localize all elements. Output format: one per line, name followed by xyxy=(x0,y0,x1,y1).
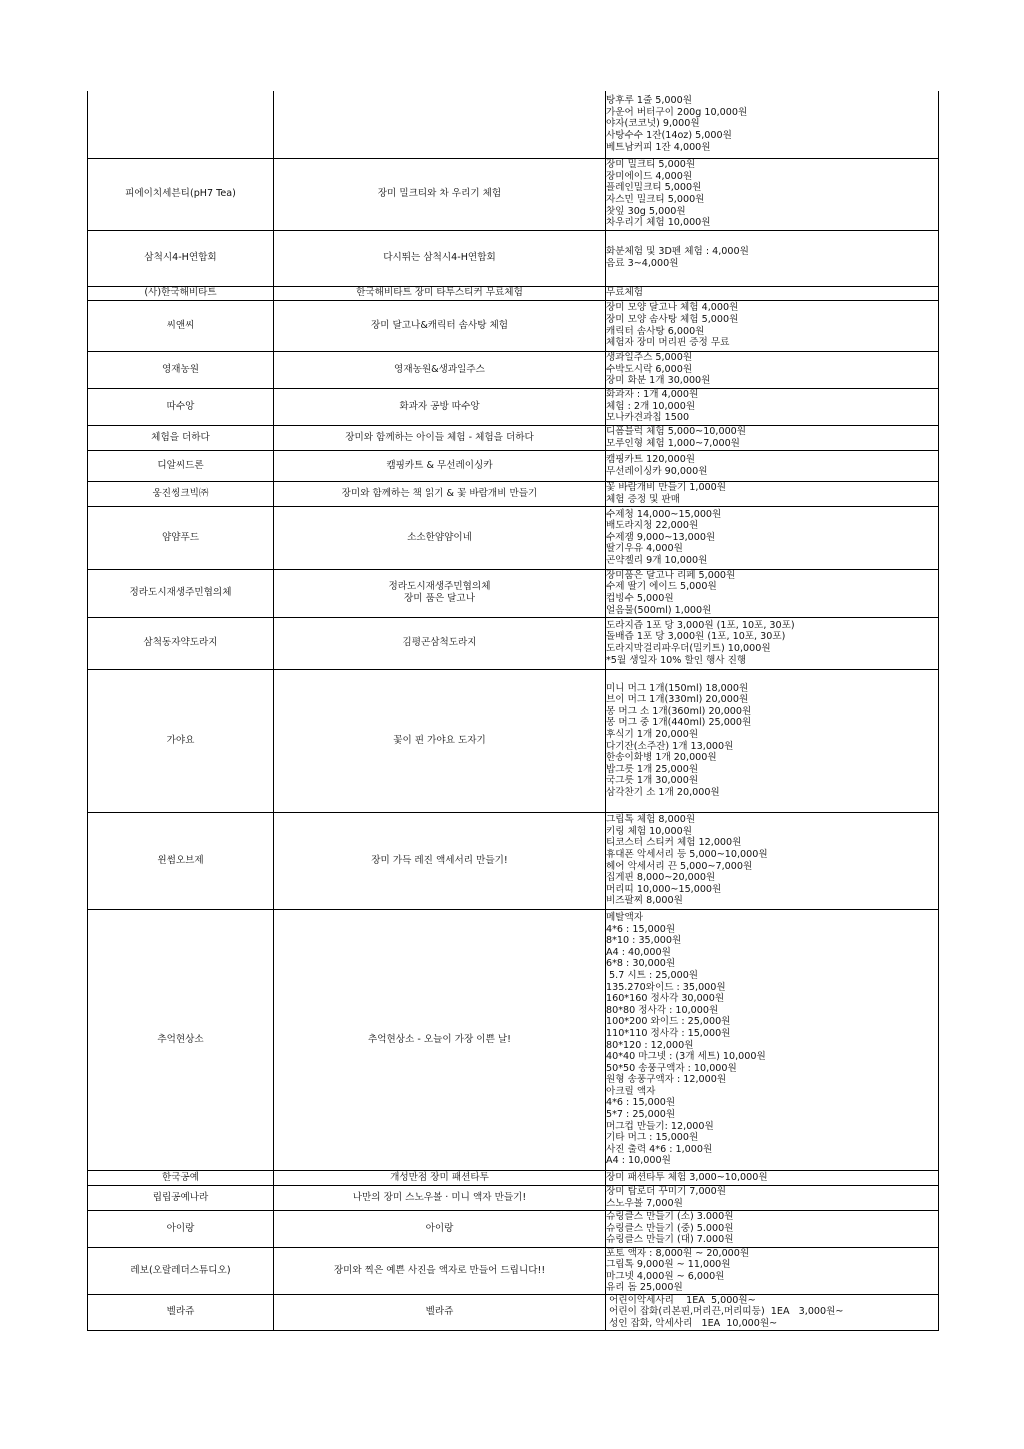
table-row xyxy=(88,506,939,569)
program-title xyxy=(274,300,606,351)
price-line: 수박도시락 6,000원 xyxy=(606,363,693,375)
price-list xyxy=(606,1185,939,1210)
price-line: 메탈액자 xyxy=(606,911,644,923)
price-line: 포토 액자 : 8,000원 ~ 20,000원 xyxy=(606,1247,750,1259)
program-line: 벨라쥬 xyxy=(425,1306,454,1318)
price-line: 4*6 : 15,000원 xyxy=(606,1097,676,1109)
price-line: 장미 화분 1개 30,000원 xyxy=(606,375,711,387)
table-row xyxy=(88,300,939,351)
vendor-name: 윈썸오브제 xyxy=(88,812,274,909)
program-title xyxy=(274,481,606,506)
program-title xyxy=(274,158,606,230)
table-row xyxy=(88,425,939,450)
price-line: 수제잼 9,000~13,000원 xyxy=(606,531,716,543)
price-line: 장미품은 달고나 리페 5,000원 xyxy=(606,569,736,581)
program-line: 장미 밀크티와 차 우리기 체험 xyxy=(377,188,502,200)
program-line: 장미 가득 레진 액세서리 만들기! xyxy=(371,854,508,866)
price-line: 찻잎 30g 5,000원 xyxy=(606,205,686,217)
table-row xyxy=(88,909,939,1170)
program-line: 김평곤삼척도라지 xyxy=(402,637,477,649)
table-row xyxy=(88,286,939,300)
price-line: 어린이 잡화(리본핀,머리끈,머리띠등) 1EA 3,000원~ xyxy=(606,1306,844,1318)
program-line: 나만의 장미 스노우볼 · 미니 액자 만들기! xyxy=(352,1191,527,1203)
table-row xyxy=(88,158,939,230)
price-list xyxy=(606,230,939,286)
price-line: 미니 머그 1개(150ml) 18,000원 xyxy=(606,682,749,694)
program-title xyxy=(274,669,606,812)
price-line: 장미 모양 달고나 체험 4,000원 xyxy=(606,302,739,314)
price-line: 다기잔(소주잔) 1개 13,000원 xyxy=(606,740,734,752)
price-line: 장미 모양 솜사탕 체험 5,000원 xyxy=(606,313,739,325)
price-line: 장미에이드 4,000원 xyxy=(606,170,693,182)
price-line: 플레인밀크티 5,000원 xyxy=(606,182,702,194)
program-title xyxy=(274,450,606,481)
table-row xyxy=(88,617,939,669)
program-line: 한국해비타트 장미 타투스티커 무료체험 xyxy=(356,287,523,299)
price-line: 머그컵 만들기: 12,000원 xyxy=(606,1120,714,1132)
price-list xyxy=(606,286,939,300)
table-row xyxy=(88,812,939,909)
vendor-name: 벨라쥬 xyxy=(88,1294,274,1330)
price-line: 사탕수수 1잔(14oz) 5,000원 xyxy=(606,130,732,142)
price-line: 4*6 : 15,000원 xyxy=(606,923,676,935)
vendor-name: (사)한국해비타트 xyxy=(88,286,274,300)
price-line: 디폼블럭 체험 5,000~10,000원 xyxy=(606,425,747,437)
program-title xyxy=(274,909,606,1170)
program-title xyxy=(274,425,606,450)
price-line: 탕후루 1줄 5,000원 xyxy=(606,95,693,107)
program-title xyxy=(274,506,606,569)
price-line: 무선레이싱카 90,000원 xyxy=(606,465,708,477)
price-line: A4 : 40,000원 xyxy=(606,946,671,958)
price-line: 집게핀 8,000~20,000원 xyxy=(606,872,716,884)
program-title xyxy=(274,812,606,909)
price-line: 체험 증정 및 판매 xyxy=(606,493,681,505)
price-line: 135.270와이드 : 35,000원 xyxy=(606,981,726,993)
price-list xyxy=(606,1170,939,1185)
program-line: 영재농원&생과일주스 xyxy=(394,363,485,375)
program-line: 꽃이 핀 가야요 도자기 xyxy=(393,734,486,746)
table-row xyxy=(88,669,939,812)
price-list xyxy=(606,300,939,351)
price-line: 성인 잡화, 악세사리 1EA 10,000원~ xyxy=(606,1318,778,1330)
price-line: 가운어 버터구이 200g 10,000원 xyxy=(606,106,748,118)
program-line: 장미 달고나&캐릭터 솜사탕 체험 xyxy=(370,319,509,331)
vendor-name: 레보(오랄레더스튜디오) xyxy=(88,1247,274,1294)
vendor-name: 얌얌푸드 xyxy=(88,506,274,569)
price-line: 후식기 1개 20,000원 xyxy=(606,728,699,740)
vendor-name: 영재농원 xyxy=(88,351,274,388)
price-line: 슈링클스 만들기 (중) 5.000원 xyxy=(606,1222,734,1234)
price-list xyxy=(606,481,939,506)
price-line: 유리 돔 25,000원 xyxy=(606,1282,683,1294)
price-line: 100*200 와이드 : 25,000원 xyxy=(606,1016,731,1028)
price-line: 체험자 장미 머리핀 증정 무료 xyxy=(606,337,730,349)
price-line: 키링 체험 10,000원 xyxy=(606,825,693,837)
vendor-name xyxy=(88,91,274,158)
price-line: 80*80 정사각 : 10,000원 xyxy=(606,1004,719,1016)
price-line: 5*7 : 25,000원 xyxy=(606,1109,676,1121)
program-title xyxy=(274,1247,606,1294)
price-line: 자스민 밀크티 5,000원 xyxy=(606,194,705,205)
price-line: 몽 머그 중 1개(440ml) 25,000원 xyxy=(606,717,752,729)
price-list xyxy=(606,569,939,617)
vendor-name: 가야요 xyxy=(88,669,274,812)
program-line: 정라도시재생주민협의체 xyxy=(388,581,491,593)
price-line: 110*110 정사각 : 15,000원 xyxy=(606,1027,731,1039)
price-line: 캐릭터 솜사탕 6,000원 xyxy=(606,325,705,337)
price-line: 야자(코코넛) 9,000원 xyxy=(606,118,700,130)
price-line: 40*40 마그넷 : (3개 세트) 10,000원 xyxy=(606,1051,766,1063)
price-line: 사진 출력 4*6 : 1,000원 xyxy=(606,1143,713,1155)
price-list xyxy=(606,351,939,388)
price-list xyxy=(606,450,939,481)
price-line: 삼각찬기 소 1개 20,000원 xyxy=(606,786,720,798)
price-line: 베트남커피 1잔 4,000원 xyxy=(606,141,711,153)
price-line: 꽃 바람개비 만들기 1,000원 xyxy=(606,481,727,493)
price-line: 그립톡 체험 8,000원 xyxy=(606,814,696,826)
price-line: A4 : 10,000원 xyxy=(606,1155,671,1167)
price-line: 5.7 시트 : 25,000원 xyxy=(606,969,699,981)
table-row xyxy=(88,1294,939,1330)
price-list xyxy=(606,158,939,230)
price-list xyxy=(606,91,939,158)
price-line: 헤어 악세서리 끈 5,000~7,000원 xyxy=(606,860,753,872)
price-line: 비즈팔찌 8,000원 xyxy=(606,895,683,907)
table-row xyxy=(88,569,939,617)
price-line: 몽 머그 소 1개(360ml) 20,000원 xyxy=(606,705,752,717)
program-line: 장미와 찍은 예쁜 사진을 액자로 만들어 드립니다!! xyxy=(333,1264,546,1276)
program-line: 소소한얌얌이네 xyxy=(407,531,472,543)
price-line: 한송이화병 1개 20,000원 xyxy=(606,752,717,764)
table-row xyxy=(88,1170,939,1185)
vendor-name: 씨앤씨 xyxy=(88,300,274,351)
price-line: 차우리기 체험 10,000원 xyxy=(606,217,711,229)
price-line: 슈링클스 만들기 (소) 3.000원 xyxy=(606,1211,734,1223)
program-title xyxy=(274,230,606,286)
table-row xyxy=(88,351,939,388)
vendor-name: 삼척시4-H연합회 xyxy=(88,230,274,286)
table-row xyxy=(88,388,939,425)
price-line: 장미 밀크티 5,000원 xyxy=(606,159,696,171)
price-line: 아크릴 액자 xyxy=(606,1085,656,1097)
price-line: *5월 생일자 10% 할인 행사 진행 xyxy=(606,654,747,666)
price-line: 그립톡 9,000원 ~ 11,000원 xyxy=(606,1259,731,1271)
table-row xyxy=(88,450,939,481)
vendor-name: 따수앙 xyxy=(88,388,274,425)
vendor-name: 립립공예나라 xyxy=(88,1185,274,1210)
vendor-price-table xyxy=(87,91,939,1331)
price-line: 수제청 14,000~15,000원 xyxy=(606,508,722,520)
vendor-name: 웅진씽크빅㈜ xyxy=(88,481,274,506)
program-line: 캠핑카트 & 무선레이싱카 xyxy=(386,459,493,471)
vendor-name: 추억현상소 xyxy=(88,909,274,1170)
price-list xyxy=(606,617,939,669)
program-title xyxy=(274,91,606,158)
price-line: 어린이악세사리 1EA 5,000원~ xyxy=(606,1294,756,1306)
price-line: 50*50 송풍구액자 : 10,000원 xyxy=(606,1062,737,1074)
price-line: 곤약젤리 9개 10,000원 xyxy=(606,554,708,566)
price-line: 8*10 : 35,000원 xyxy=(606,935,682,947)
price-line: 돌배즙 1포 당 3,000원 (1포, 10포, 30포) xyxy=(606,631,786,643)
price-line: 머리띠 10,000~15,000원 xyxy=(606,883,722,895)
table-row xyxy=(88,1247,939,1294)
program-line: 장미와 함께하는 아이들 체험 - 체험을 더하다 xyxy=(345,431,534,443)
price-line: 장미 패션타투 체험 3,000~10,000원 xyxy=(606,1171,768,1183)
program-title xyxy=(274,286,606,300)
price-line: 슈링클스 만들기 (대) 7.000원 xyxy=(606,1234,734,1246)
price-line: 화과자 : 1개 4,000원 xyxy=(606,389,699,401)
price-list xyxy=(606,669,939,812)
price-line: 160*160 정사각 30,000원 xyxy=(606,993,725,1005)
program-line: 아이랑 xyxy=(425,1222,454,1234)
price-line: 얼음물(500ml) 1,000원 xyxy=(606,604,712,616)
price-line: 모나카견과칩 1500 xyxy=(606,412,690,424)
vendor-name: 정라도시재생주민협의체 xyxy=(88,569,274,617)
price-line: 수제 딸기 에이드 5,000원 xyxy=(606,581,717,593)
price-line: 기타 머그 : 15,000원 xyxy=(606,1132,699,1144)
table-row xyxy=(88,230,939,286)
program-line: 추억현상소 - 오늘이 가장 이쁜 날! xyxy=(367,1033,512,1045)
price-line: 6*8 : 30,000원 xyxy=(606,958,676,970)
price-line: 국그릇 1개 30,000원 xyxy=(606,775,699,787)
table-row xyxy=(88,1185,939,1210)
program-line: 다시뛰는 삼척시4-H연합회 xyxy=(383,252,496,264)
price-line: 화분체험 및 3D펜 체험 : 4,000원 xyxy=(606,246,749,258)
price-line: 장미 탑로더 꾸미기 7,000원 xyxy=(606,1185,727,1197)
price-line: 도라지즙 1포 당 3,000원 (1포, 10포, 30포) xyxy=(606,619,795,631)
vendor-name: 피에이치세븐티(pH7 Tea) xyxy=(88,158,274,230)
program-title xyxy=(274,1210,606,1247)
price-list xyxy=(606,909,939,1170)
program-line: 개성만점 장미 패션타투 xyxy=(390,1171,489,1183)
table-row xyxy=(88,91,939,158)
program-line: 장미와 함께하는 책 읽기 & 꽃 바람개비 만들기 xyxy=(341,487,538,499)
program-title xyxy=(274,1294,606,1330)
price-line: 원형 송풍구액자 : 12,000원 xyxy=(606,1074,727,1086)
program-line: 화과자 공방 따수앙 xyxy=(399,400,480,412)
table-row xyxy=(88,1210,939,1247)
price-line: 무료체험 xyxy=(606,287,644,299)
table-row xyxy=(88,481,939,506)
price-line: 밥그릇 1개 25,000원 xyxy=(606,763,699,775)
price-list xyxy=(606,812,939,909)
vendor-name: 한국공예 xyxy=(88,1170,274,1185)
price-line: 캠핑카트 120,000원 xyxy=(606,453,696,465)
program-title xyxy=(274,351,606,388)
price-line: 80*120 : 12,000원 xyxy=(606,1039,694,1051)
price-list xyxy=(606,1294,939,1330)
price-line: 모루인형 체험 1,000~7,000원 xyxy=(606,437,740,449)
program-title xyxy=(274,617,606,669)
vendor-name: 삼척동자약도라지 xyxy=(88,617,274,669)
program-title xyxy=(274,1170,606,1185)
price-list xyxy=(606,1247,939,1294)
price-line: 딸기우유 4,000원 xyxy=(606,543,683,555)
price-list xyxy=(606,1210,939,1247)
price-line: 배도라지청 22,000원 xyxy=(606,520,699,532)
price-list xyxy=(606,425,939,450)
price-line: 컵빙수 5,000원 xyxy=(606,593,674,604)
program-title xyxy=(274,388,606,425)
vendor-name: 아이랑 xyxy=(88,1210,274,1247)
price-line: 휴대폰 악세서리 등 5,000~10,000원 xyxy=(606,848,768,860)
price-line: 스노우볼 7,000원 xyxy=(606,1197,683,1209)
price-line: 도라지막걸리파우더(밀키트) 10,000원 xyxy=(606,643,771,654)
price-line: 생과일주스 5,000원 xyxy=(606,352,693,364)
vendor-name: 체험을 더하다 xyxy=(88,425,274,450)
price-list xyxy=(606,388,939,425)
program-title xyxy=(274,1185,606,1210)
program-line: 장미 품은 달고나 xyxy=(404,593,475,604)
price-sheet xyxy=(87,91,938,1331)
price-line: 음료 3~4,000원 xyxy=(606,258,679,269)
price-line: 마그넷 4,000원 ~ 6,000원 xyxy=(606,1270,725,1282)
vendor-name: 디알씨드론 xyxy=(88,450,274,481)
price-line: 티코스터 스티커 체험 12,000원 xyxy=(606,837,742,849)
program-title xyxy=(274,569,606,617)
price-list xyxy=(606,506,939,569)
price-line: 체험 : 2개 10,000원 xyxy=(606,400,696,412)
price-line: 브이 머그 1개(330ml) 20,000원 xyxy=(606,694,749,706)
